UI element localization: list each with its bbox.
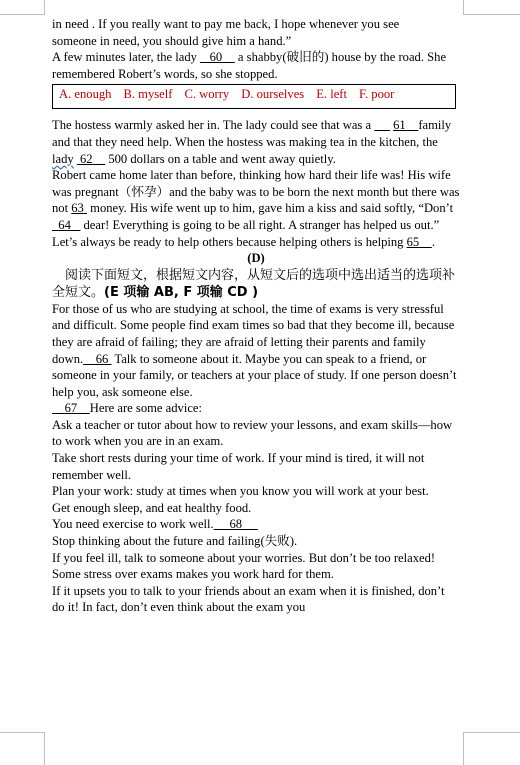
crop-mark-top-left — [0, 0, 45, 15]
text-line: in need . If you really want to pay me back, I hope whenever you see — [52, 17, 400, 31]
crop-mark-top-right — [463, 0, 520, 15]
advice-line: Plan your work: study at times when you know you will work at your best. — [52, 484, 429, 499]
option-f: F. poor — [358, 87, 395, 102]
blank-63: 63 — [71, 201, 84, 216]
paragraph-hostess: The hostess warmly asked her in. The lady could see that was a 61 family and that they need help. When the hostess was making tea in the kitchen, the lady 62 500 dollars on a table and went away quietly. — [52, 118, 452, 166]
document-body — [52, 16, 460, 616]
text-line: If it upsets you to talk to your friends about an exam when it is finished, don’t do it! In fact, don’t even think about the exam you — [52, 583, 445, 615]
blank-68: 68 — [229, 517, 243, 532]
word-lady: lady — [52, 151, 74, 166]
advice-line: Ask a teacher or tutor about how to review your lessons, and exam skills—how to work when you are in an exam. — [52, 417, 453, 449]
paragraph-exams: For those of us who are studying at school, the time of exams is very stressful and difficult. Some people find exam times so bad that they become ill, because they are afraid of failing; they are afraid of letting their parents and family down. 66 Talk to someone about it. Maybe you can speak to a friend, or someone in your family, or teachers at your place of study. If one person doesn’t help you, ask someone else. — [52, 301, 457, 399]
blank-67: 67 — [64, 401, 78, 416]
section-title: (D) — [247, 251, 265, 266]
paragraph-lady: A few minutes later, the lady 60 a shabby(破旧的) house by the road. She remembered Robert’s words, so she stopped. — [52, 50, 447, 81]
paragraph-68: You need exercise to work well. 68 — [52, 516, 460, 533]
text-line: Stop thinking about the future and failing(失败). — [52, 534, 298, 549]
blank-66: 66 — [95, 351, 109, 366]
advice-line: Get enough sleep, and eat healthy food. — [52, 500, 252, 515]
paragraph-robert: Robert came home later than before, thinking how hard their life was! His wife was pregnant（怀孕）and the baby was to be born the next month but there was not 63 money. His wife went up to him, gave him a kiss and said softly, “Don’t 64 dear! Everything is going to be all right. A stranger has helped us out.” — [52, 168, 460, 232]
paragraph-67: 67 Here are some advice: — [52, 400, 460, 417]
option-c: C. worry — [184, 87, 230, 102]
paragraph-ready: Let’s always be ready to help others because helping others is helping 65 . — [52, 234, 435, 249]
instruction: 阅读下面短文，根据短文内容，从短文后的选项中选出适当的选项补全短文。(E 项输 AB, F 项输 CD ) — [52, 267, 456, 300]
blank-64: 64 — [58, 217, 71, 232]
text-line: If you feel ill, talk to someone about your worries. But don’t be too relaxed! Some stress over exams makes you work hard for them. — [52, 550, 436, 582]
blank-62: 62 — [80, 151, 93, 166]
blank-65: 65 — [406, 234, 420, 249]
option-d: D. ourselves — [241, 87, 305, 102]
option-a: A. enough — [59, 87, 112, 102]
crop-mark-bottom-right — [463, 732, 520, 765]
option-b: B. myself — [123, 87, 173, 102]
crop-mark-bottom-left — [0, 732, 45, 765]
blank-60: 60 — [209, 50, 223, 65]
blank-61: 61 — [393, 118, 406, 133]
text-line: someone in need, you should give him a hand.” — [52, 33, 292, 48]
advice-line: Take short rests during your time of work. If your mind is tired, it will not remember well. — [52, 451, 425, 482]
option-e: E. left — [316, 87, 347, 102]
options-box — [52, 84, 456, 109]
